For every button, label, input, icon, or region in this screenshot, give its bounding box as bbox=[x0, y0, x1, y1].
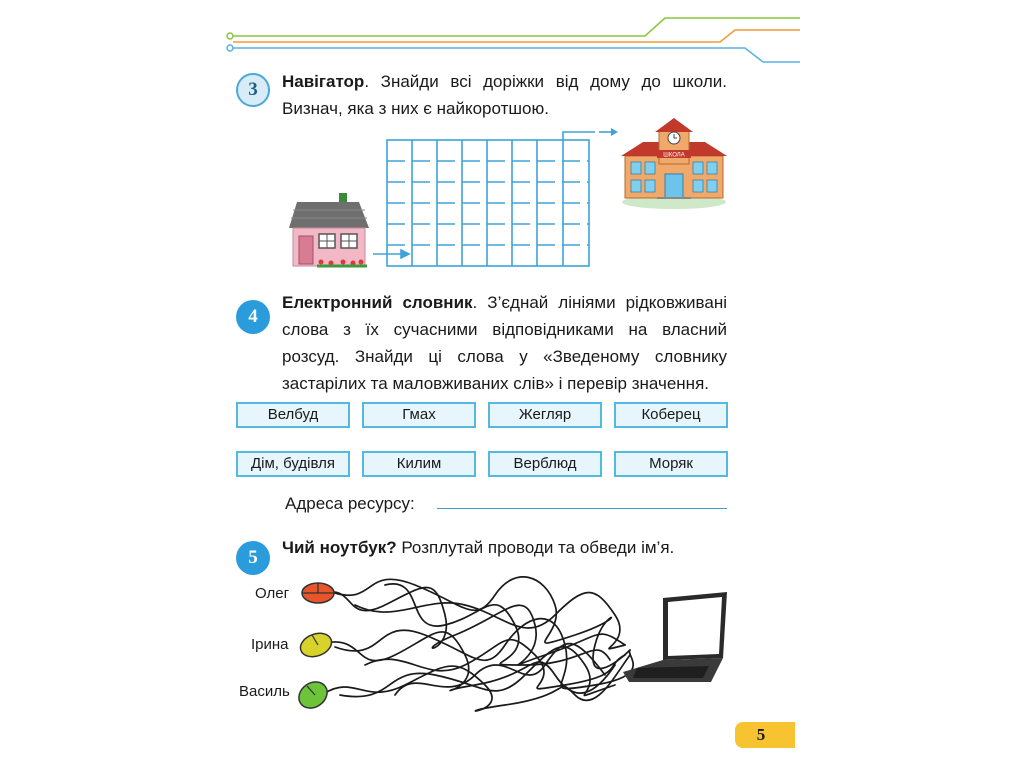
word-box-old-3[interactable]: Жегляр bbox=[488, 402, 602, 428]
task-number-badge: 3 bbox=[236, 73, 270, 107]
workbook-page bbox=[215, 0, 815, 768]
resource-label: Адреса ресурсу: bbox=[285, 494, 415, 513]
resource-answer-line[interactable] bbox=[437, 508, 727, 509]
word-box-old-2[interactable]: Гмах bbox=[362, 402, 476, 428]
house-icon bbox=[287, 190, 377, 270]
word-box-old-4[interactable]: Коберец bbox=[614, 402, 728, 428]
word-box-modern-1[interactable]: Дім, будівля bbox=[236, 451, 350, 477]
school-icon bbox=[619, 118, 729, 210]
name-label-oleh[interactable]: Олег bbox=[255, 585, 290, 602]
mouse-orange-icon bbox=[300, 580, 340, 606]
circuit-decoration bbox=[215, 0, 815, 75]
page-number: 5 bbox=[735, 722, 795, 748]
task3-title: Навігатор bbox=[282, 72, 365, 91]
task3-text: . Знайди всі доріжки від дому до школи. Визнач, яка з них є найкоротшою. bbox=[282, 72, 727, 118]
mouse-yellow-icon bbox=[298, 630, 338, 660]
school-sign: ШКОЛА bbox=[663, 152, 685, 159]
task-number-badge: 5 bbox=[236, 541, 270, 575]
mouse-green-icon bbox=[295, 678, 335, 712]
laptop-icon bbox=[623, 588, 733, 688]
name-label-vasyl[interactable]: Василь bbox=[239, 683, 290, 700]
tangled-wires bbox=[295, 565, 640, 715]
task3-instruction bbox=[282, 68, 727, 122]
word-box-modern-4[interactable]: Моряк bbox=[614, 451, 728, 477]
arrow-to-school-icon bbox=[599, 128, 619, 140]
word-box-modern-3[interactable]: Верблюд bbox=[488, 451, 602, 477]
task4-instruction bbox=[282, 289, 727, 397]
task-number-badge: 4 bbox=[236, 300, 270, 334]
task4-text: . З’єднай лініями рідковживані слова з їх сучасними відповідниками на власний розсуд. Знайди ці слова у «Зведеному словнику застарілих та маловживаних слів» і перевір значення. bbox=[282, 293, 727, 393]
task5-text: Розплутай проводи та обведи ім’я. bbox=[396, 538, 675, 557]
word-box-modern-2[interactable]: Килим bbox=[362, 451, 476, 477]
task5-instruction bbox=[282, 534, 727, 561]
task4-title: Електронний словник bbox=[282, 293, 473, 312]
name-label-iryna[interactable]: Ірина bbox=[251, 636, 289, 653]
word-box-old-1[interactable]: Велбуд bbox=[236, 402, 350, 428]
task5-title: Чий ноутбук? bbox=[282, 538, 397, 557]
